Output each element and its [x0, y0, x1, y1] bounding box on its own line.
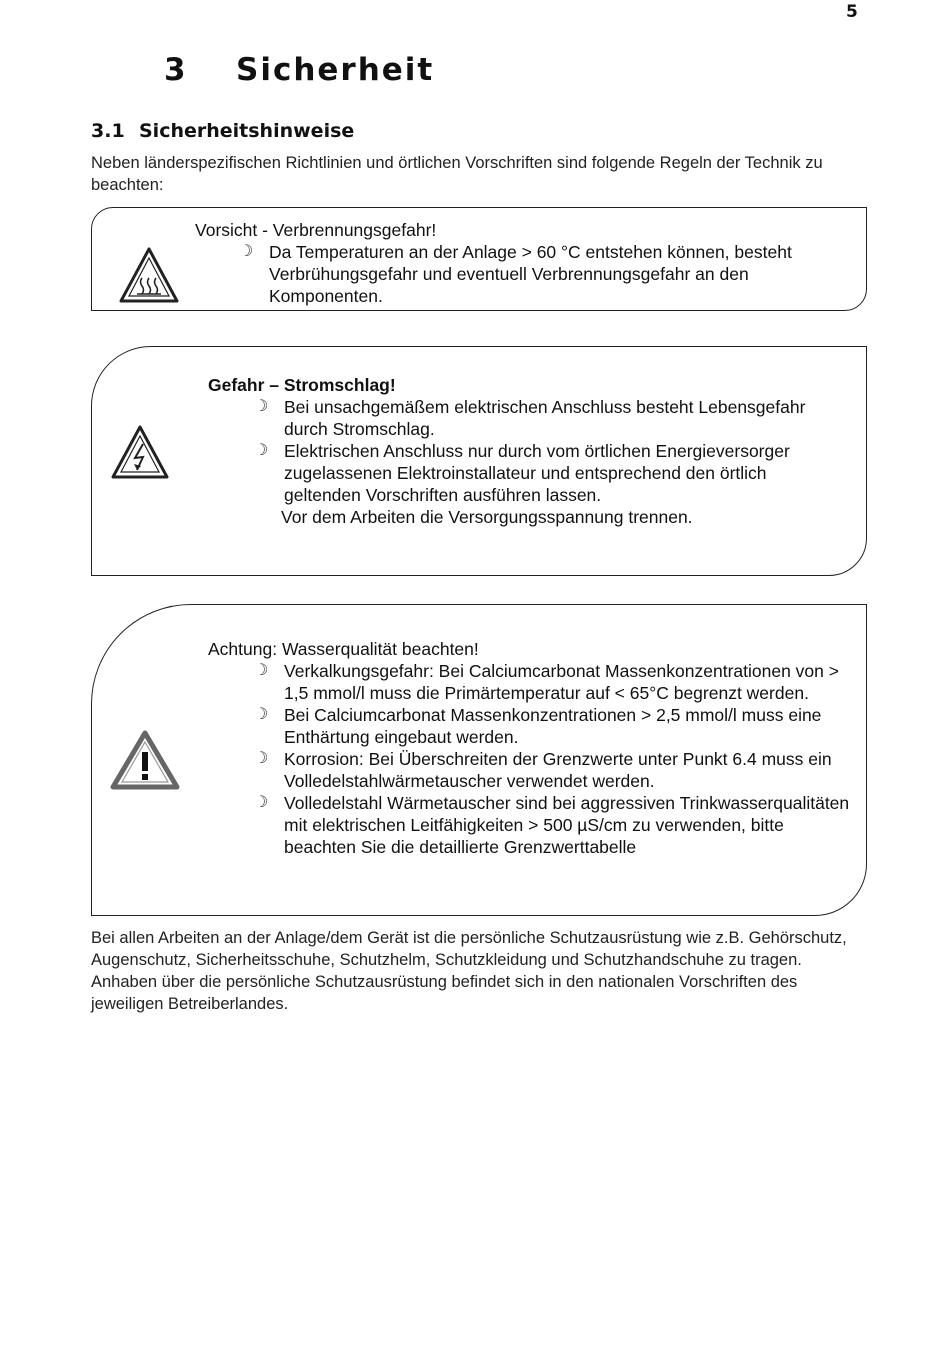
bullet-icon: ☽ — [254, 398, 269, 415]
warning-body — [195, 219, 855, 307]
section-title-text: Sicherheitshinweise — [139, 120, 355, 142]
warning-bullet-list — [208, 396, 848, 506]
list-item — [208, 792, 858, 858]
warning-heading: Gefahr – Stromschlag! — [208, 375, 396, 395]
chapter-number: 3 — [164, 52, 188, 88]
bullet-icon: ☽ — [239, 243, 254, 260]
page-number: 5 — [846, 2, 858, 22]
warning-body — [208, 374, 848, 528]
warning-bullet-list — [208, 660, 858, 858]
list-item-text: Volledelstahl Wärmetauscher sind bei aggressiven Trinkwasserqualitäten mit elektrischen Leitfähigkeiten > 500 µS/cm zu verwenden, bitte beachten Sie die detaillierte Grenzwerttabelle — [284, 793, 850, 857]
warning-box-electric — [91, 346, 867, 576]
bullet-icon: ☽ — [254, 662, 269, 679]
list-item — [208, 704, 858, 748]
general-warning-icon — [110, 730, 180, 790]
electric-shock-warning-icon — [110, 424, 170, 480]
footer-paragraph: Bei allen Arbeiten an der Anlage/dem Gerät ist die persönliche Schutzausrüstung wie z.B. Gehörschutz, Augenschutz, Sicherheitsschuhe, Schutzhelm, Schutzkleidung und Schutzhandschuhe zu tragen. Anhaben über die persönliche Schutzausrüstung befindet sich in den nationalen Vorschriften des jeweiligen Betreiberlandes. — [91, 929, 847, 1013]
list-item-text: Da Temperaturen an der Anlage > 60 °C entstehen können, besteht Verbrühungsgefahr und eventuell Verbrennungsgefahr an den Komponenten. — [269, 242, 792, 306]
chapter-title-text: Sicherheit — [236, 52, 435, 88]
list-item — [208, 396, 848, 440]
list-item-text: Korrosion: Bei Überschreiten der Grenzwerte unter Punkt 6.4 muss ein Volledelstahlwärmetauscher verwendet werden. — [284, 749, 832, 791]
bullet-icon: ☽ — [254, 442, 269, 459]
list-item — [208, 748, 858, 792]
section-number: 3.1 — [91, 120, 125, 142]
warning-bullet-list — [195, 241, 855, 307]
list-item — [208, 660, 858, 704]
list-item-text: Elektrischen Anschluss nur durch vom örtlichen Energieversorger zugelassenen Elektroinstallateur und entsprechend den örtlich geltenden Vorschriften ausführen lassen. — [284, 441, 790, 505]
section-title — [91, 120, 354, 142]
list-item-text: Verkalkungsgefahr: Bei Calciumcarbonat Massenkonzentrationen von > 1,5 mmol/l muss die Primärtemperatur auf < 65°C begrenzt werden. — [284, 661, 839, 703]
hot-surface-warning-icon — [118, 246, 180, 304]
list-item-text: Bei unsachgemäßem elektrischen Anschluss besteht Lebensgefahr durch Stromschlag. — [284, 397, 806, 439]
list-item-text: Bei Calciumcarbonat Massenkonzentrationen > 2,5 mmol/l muss eine Enthärtung eingebaut werden. — [284, 705, 822, 747]
bullet-icon: ☽ — [254, 706, 269, 723]
warning-heading: Achtung: Wasserqualität beachten! — [208, 639, 479, 659]
warning-heading: Vorsicht - Verbrennungsgefahr! — [195, 220, 437, 240]
warning-box-water — [91, 604, 867, 916]
bullet-icon: ☽ — [254, 794, 269, 811]
list-item — [208, 440, 848, 506]
list-item — [195, 241, 855, 307]
intro-paragraph: Neben länderspezifischen Richtlinien und örtlichen Vorschriften sind folgende Regeln der Technik zu beachten: — [91, 154, 823, 194]
warning-box-burn — [91, 207, 867, 311]
chapter-title — [164, 52, 434, 88]
bullet-icon: ☽ — [254, 750, 269, 767]
warning-continuation: Vor dem Arbeiten die Versorgungsspannung trennen. — [281, 507, 693, 527]
warning-body — [208, 638, 858, 858]
